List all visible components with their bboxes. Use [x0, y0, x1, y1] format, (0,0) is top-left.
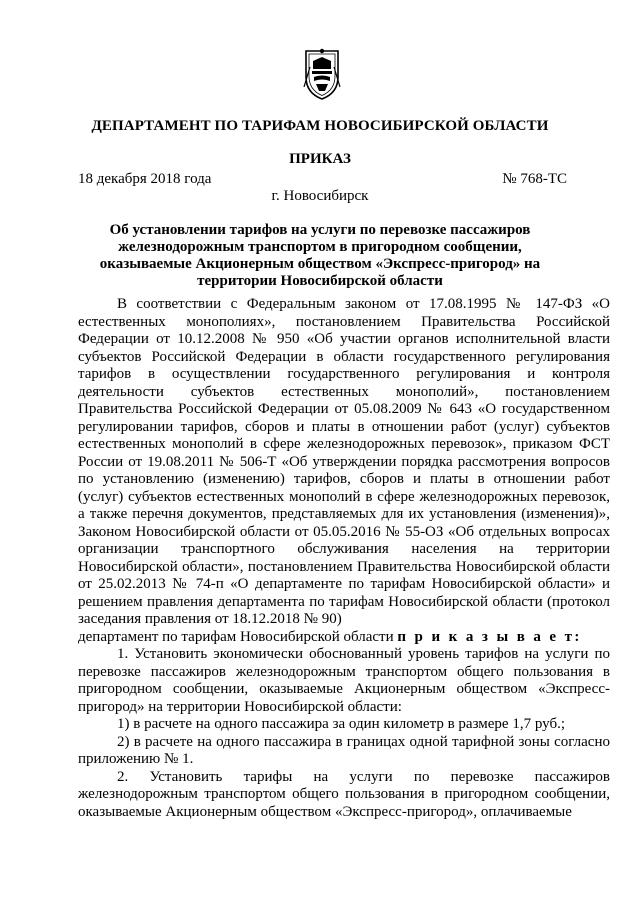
- order-number: № 768-ТС: [502, 171, 567, 187]
- order-body: [78, 296, 610, 821]
- item-1: 1. Установить экономически обоснованный уровень тарифов на услуги по перевозке пассажиров железнодорожным транспортом общего пользования в пригородном сообщении, оказываемые Акционерным обществом «Экспресс-пригород» на территории Новосибирской области:: [78, 646, 610, 715]
- order-title: ПРИКАЗ: [289, 151, 351, 167]
- item-1-2: 2) в расчете на одного пассажира в границах одной тарифной зоны согласно приложению № 1.: [78, 733, 610, 767]
- item-2: 2. Установить тарифы на услуги по перевозке пассажиров железнодорожным транспортом общего пользования в пригородном сообщении, оказываемые Акционерным обществом «Экспресс-пригород», оплачиваемые: [78, 768, 610, 820]
- decree-word: п р и к а з ы в а е т:: [397, 628, 582, 645]
- item-1-1: 1) в расчете на одного пассажира за один километр в размере 1,7 руб.;: [117, 716, 565, 732]
- coat-of-arms-icon: [300, 47, 344, 101]
- department-title: ДЕПАРТАМЕНТ ПО ТАРИФАМ НОВОСИБИРСКОЙ ОБЛАСТИ: [91, 118, 549, 134]
- order-date: 18 декабря 2018 года: [78, 171, 212, 187]
- preamble-paragraph: В соответствии с Федеральным законом от 17.08.1995 № 147-ФЗ «О естественных монополиях», постановлением Правительства Российской Федерации от 10.12.2008 № 950 «Об участии органов исполнительной власти субъектов Российской Федерации в области государственного регулирования тарифов в осуществлении государственного регулирования и контроля деятельности субъектов естественных монополий», постановлением Правительства Российской Федерации от 05.08.2009 № 643 «О государственном регулировании тарифов, сборов и платы в отношении работ (услуг) субъектов естественных монополий в сфере железнодорожных перевозок», приказом ФСТ России от 19.08.2011 № 506-Т «Об утверждении порядка рассмотрения вопросов по установлению (изменению) тарифов, сборов и платы в отношении работ (услуг) субъектов естественных монополий в сфере железнодорожных перевозок, а также перечня документов, представляемых для их установления (изменения)», Законом Новосибирской области от 05.05.2016 № 55-ОЗ «Об отдельных вопросах организации транспортного обслуживания населения на территории Новосибирской области», постановлением Правительства Новосибирской области от 25.02.2013 № 74-п «О департаменте по тарифам Новосибирской области» и решением правления департамента по тарифам Новосибирской области (протокол заседания правления от 18.12.2018 № 90): [78, 296, 610, 627]
- decree-lead: департамент по тарифам Новосибирской области: [78, 628, 394, 645]
- order-city: г. Новосибирск: [271, 188, 369, 204]
- decree-paragraph: [78, 629, 610, 647]
- order-subject: Об установлении тарифов на услуги по перевозке пассажиров железнодорожным транспортом в пригородном сообщении, оказываемые Акционерным обществом «Экспресс-пригород» на территории Новосибирской области: [99, 222, 541, 289]
